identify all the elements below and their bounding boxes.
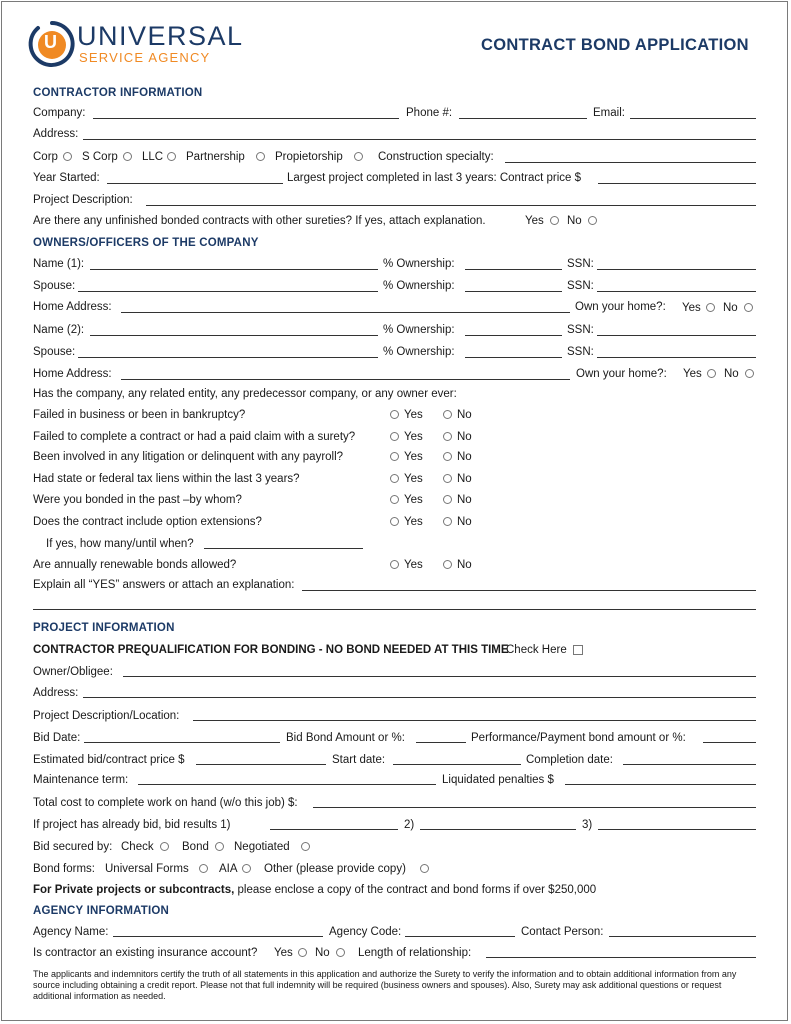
partnership-label: Partnership xyxy=(186,151,245,163)
maintenance-term-field[interactable] xyxy=(138,784,436,785)
unfinished-no-label: No xyxy=(567,215,582,227)
tax-liens-no-label: No xyxy=(457,473,472,485)
section-heading-agency: AGENCY INFORMATION xyxy=(33,905,170,917)
email-field[interactable] xyxy=(630,118,756,119)
completion-date-field[interactable] xyxy=(623,764,756,765)
question-bonded-past: Were you bonded in the past –by whom? xyxy=(33,494,242,506)
history-intro: Has the company, any related entity, any predecessor company, or any owner ever: xyxy=(33,388,457,400)
proprietorship-radio[interactable] xyxy=(354,152,363,161)
corp-radio[interactable] xyxy=(63,152,72,161)
project-location-field[interactable] xyxy=(193,720,756,721)
section-heading-project: PROJECT INFORMATION xyxy=(33,622,175,634)
option-extensions-yes-label: Yes xyxy=(404,516,423,528)
email-label: Email: xyxy=(593,107,625,119)
bid-date-field[interactable] xyxy=(84,742,280,743)
total-cost-field[interactable] xyxy=(313,807,756,808)
bonded-past-yes-label: Yes xyxy=(404,494,423,506)
spouse2-ssn-label: SSN: xyxy=(567,346,594,358)
bankruptcy-yes-label: Yes xyxy=(404,409,423,421)
explain-label: Explain all “YES” answers or attach an explanation: xyxy=(33,579,295,591)
tax-liens-yes-radio[interactable] xyxy=(390,474,399,483)
year-started-label: Year Started: xyxy=(33,172,100,184)
spouse1-label: Spouse: xyxy=(33,280,76,292)
scorp-radio[interactable] xyxy=(123,152,132,161)
project-description-label: Project Description: xyxy=(33,194,133,206)
private-projects-rest: please enclose a copy of the contract and bond forms if over $250,000 xyxy=(234,884,597,896)
largest-project-field[interactable] xyxy=(598,183,756,184)
own-home1-yes-radio[interactable] xyxy=(706,303,715,312)
partnership-radio[interactable] xyxy=(256,152,265,161)
own-home2-label: Own your home?: xyxy=(576,368,667,380)
tax-liens-no-radio[interactable] xyxy=(443,474,452,483)
agency-code-label: Agency Code: xyxy=(329,926,402,938)
section-heading-owners: OWNERS/OFFICERS OF THE COMPANY xyxy=(33,237,259,249)
ssn1-field[interactable] xyxy=(597,269,756,270)
spouse1-ssn-label: SSN: xyxy=(567,280,594,292)
private-projects-bold: For Private projects or subcontracts, xyxy=(33,884,235,896)
proprietorship-label: Propietorship xyxy=(275,151,343,163)
bankruptcy-yes-radio[interactable] xyxy=(390,410,399,419)
ownership1-field[interactable] xyxy=(465,269,562,270)
project-description-field[interactable] xyxy=(146,205,756,206)
project-address-field[interactable] xyxy=(83,697,756,698)
existing-yes-label: Yes xyxy=(274,947,293,959)
name2-field[interactable] xyxy=(90,335,378,336)
unfinished-contracts-question: Are there any unfinished bonded contracts with other sureties? If yes, attach explanation. xyxy=(33,215,486,227)
form-aia-label: AIA xyxy=(219,863,238,875)
bonded-past-yes-radio[interactable] xyxy=(390,495,399,504)
secured-bond-radio[interactable] xyxy=(215,842,224,851)
perf-bond-field[interactable] xyxy=(703,742,756,743)
logo-universal: UNIVERSAL xyxy=(77,21,244,51)
bid-result-1-field[interactable] xyxy=(270,829,398,830)
form-universal-label: Universal Forms xyxy=(105,863,189,875)
bid-result-2-field[interactable] xyxy=(420,829,576,830)
contact-person-field[interactable] xyxy=(609,936,756,937)
unfinished-no-radio[interactable] xyxy=(588,216,597,225)
prequalification-checkbox[interactable] xyxy=(573,645,583,655)
total-cost-label: Total cost to complete work on hand (w/o this job) $: xyxy=(33,797,298,809)
form-other-radio[interactable] xyxy=(420,864,429,873)
prequalification-label: CONTRACTOR PREQUALIFICATION FOR BONDING - NO BOND NEEDED AT THIS TIME xyxy=(33,644,509,656)
largest-project-label: Largest project completed in last 3 years: Contract price $ xyxy=(287,172,582,184)
project-address-label: Address: xyxy=(33,687,79,699)
home-address2-field[interactable] xyxy=(121,379,570,380)
ssn1-label: SSN: xyxy=(567,258,594,270)
bid-result-3-field[interactable] xyxy=(598,829,756,830)
own-home1-label: Own your home?: xyxy=(575,301,666,313)
agency-name-field[interactable] xyxy=(113,936,323,937)
relationship-length-label: Length of relationship: xyxy=(358,947,472,959)
form-aia-radio[interactable] xyxy=(242,864,251,873)
secured-negotiated-label: Negotiated xyxy=(234,841,290,853)
own-home1-no-label: No xyxy=(723,302,738,314)
surety-claim-no-radio[interactable] xyxy=(443,432,452,441)
spouse2-ssn-field[interactable] xyxy=(597,357,756,358)
question-bankruptcy: Failed in business or been in bankruptcy? xyxy=(33,409,246,421)
liquidated-penalties-field[interactable] xyxy=(565,784,756,785)
spouse1-ownership-field[interactable] xyxy=(465,291,562,292)
private-projects-note xyxy=(33,883,596,897)
renewable-yes-label: Yes xyxy=(404,559,423,571)
option-extensions-yes-radio[interactable] xyxy=(390,517,399,526)
completion-date-label: Completion date: xyxy=(526,754,613,766)
option-extensions-no-label: No xyxy=(457,516,472,528)
existing-account-question: Is contractor an existing insurance account? xyxy=(33,947,258,959)
estimated-price-label: Estimated bid/contract price $ xyxy=(33,754,185,766)
surety-claim-yes-label: Yes xyxy=(404,431,423,443)
ssn2-field[interactable] xyxy=(597,335,756,336)
secured-check-label: Check xyxy=(121,841,154,853)
bond-forms-label: Bond forms: xyxy=(33,863,95,875)
own-home2-no-radio[interactable] xyxy=(745,369,754,378)
spouse1-field[interactable] xyxy=(78,291,378,292)
question-litigation: Been involved in any litigation or delinquent with any payroll? xyxy=(33,451,344,463)
agency-code-field[interactable] xyxy=(405,936,515,937)
surety-claim-yes-radio[interactable] xyxy=(390,432,399,441)
litigation-yes-label: Yes xyxy=(404,451,423,463)
unfinished-yes-radio[interactable] xyxy=(550,216,559,225)
question-renewable-bonds: Are annually renewable bonds allowed? xyxy=(33,559,237,571)
own-home2-no-label: No xyxy=(724,368,739,380)
own-home2-yes-label: Yes xyxy=(683,368,702,380)
if-yes-label: If yes, how many/until when? xyxy=(46,538,194,550)
liquidated-penalties-label: Liquidated penalties $ xyxy=(442,774,554,786)
bid-secured-label: Bid secured by: xyxy=(33,841,113,853)
logo-letter: U xyxy=(44,32,57,52)
home-address1-field[interactable] xyxy=(121,312,570,313)
renewable-yes-radio[interactable] xyxy=(390,560,399,569)
explain-field-continued[interactable] xyxy=(33,609,756,610)
if-yes-field[interactable] xyxy=(204,548,363,549)
logo-service-agency: SERVICE AGENCY xyxy=(79,50,211,65)
start-date-field[interactable] xyxy=(393,764,521,765)
spouse2-field[interactable] xyxy=(78,357,378,358)
existing-yes-radio[interactable] xyxy=(298,948,307,957)
bid-date-label: Bid Date: xyxy=(33,732,81,744)
construction-specialty-field[interactable] xyxy=(505,162,756,163)
renewable-no-label: No xyxy=(457,559,472,571)
project-location-label: Project Description/Location: xyxy=(33,710,180,722)
spouse1-ownership-label: % Ownership: xyxy=(383,280,455,292)
ownership1-label: % Ownership: xyxy=(383,258,455,270)
form-universal-radio[interactable] xyxy=(199,864,208,873)
option-extensions-no-radio[interactable] xyxy=(443,517,452,526)
litigation-no-radio[interactable] xyxy=(443,452,452,461)
explain-field[interactable] xyxy=(302,590,756,591)
question-surety-claim: Failed to complete a contract or had a paid claim with a surety? xyxy=(33,431,356,443)
address-field[interactable] xyxy=(83,139,756,140)
name1-label: Name (1): xyxy=(33,258,85,270)
own-home2-yes-radio[interactable] xyxy=(707,369,716,378)
name1-field[interactable] xyxy=(90,269,378,270)
certification-footer: The applicants and indemnitors certify the truth of all statements in this application and authorize the Surety to verify the information and to obtain additional information from any source including obtaining a credit report. Please not that full indemnity will be required (business owners and spouses). Also, Surety may ask additional questions or request additional information as needed. xyxy=(33,969,737,1001)
company-label: Company: xyxy=(33,107,86,119)
form-other-label: Other (please provide copy) xyxy=(264,863,406,875)
own-home1-no-radio[interactable] xyxy=(744,303,753,312)
corp-label: Corp xyxy=(33,151,58,163)
bid-result-2-label: 2) xyxy=(404,819,415,831)
secured-bond-label: Bond xyxy=(182,841,209,853)
document-title: CONTRACT BOND APPLICATION xyxy=(481,36,749,54)
spouse2-ownership-label: % Ownership: xyxy=(383,346,455,358)
llc-label: LLC xyxy=(142,151,164,163)
secured-check-radio[interactable] xyxy=(160,842,169,851)
bid-result-3-label: 3) xyxy=(582,819,593,831)
litigation-yes-radio[interactable] xyxy=(390,452,399,461)
existing-no-radio[interactable] xyxy=(336,948,345,957)
bankruptcy-no-radio[interactable] xyxy=(443,410,452,419)
spouse1-ssn-field[interactable] xyxy=(597,291,756,292)
scorp-label: S Corp xyxy=(82,151,118,163)
company-field[interactable] xyxy=(93,118,399,119)
home-address2-label: Home Address: xyxy=(33,368,112,380)
construction-specialty-label: Construction specialty: xyxy=(378,151,494,163)
owner-obligee-label: Owner/Obligee: xyxy=(33,666,113,678)
contact-person-label: Contact Person: xyxy=(521,926,604,938)
tax-liens-yes-label: Yes xyxy=(404,473,423,485)
name2-label: Name (2): xyxy=(33,324,85,336)
check-here-label: Check Here xyxy=(506,644,567,656)
estimated-price-field[interactable] xyxy=(196,764,326,765)
agency-name-label: Agency Name: xyxy=(33,926,109,938)
section-heading-contractor: CONTRACTOR INFORMATION xyxy=(33,87,203,99)
question-option-extensions: Does the contract include option extensions? xyxy=(33,516,262,528)
spouse2-label: Spouse: xyxy=(33,346,76,358)
renewable-no-radio[interactable] xyxy=(443,560,452,569)
start-date-label: Start date: xyxy=(332,754,386,766)
bankruptcy-no-label: No xyxy=(457,409,472,421)
ssn2-label: SSN: xyxy=(567,324,594,336)
existing-no-label: No xyxy=(315,947,330,959)
bonded-past-no-label: No xyxy=(457,494,472,506)
perf-bond-label: Performance/Payment bond amount or %: xyxy=(471,732,686,744)
home-address1-label: Home Address: xyxy=(33,301,112,313)
address-label: Address: xyxy=(33,128,79,140)
bid-bond-field[interactable] xyxy=(416,742,466,743)
spouse2-ownership-field[interactable] xyxy=(465,357,562,358)
bid-bond-label: Bid Bond Amount or %: xyxy=(286,732,405,744)
ownership2-label: % Ownership: xyxy=(383,324,455,336)
relationship-length-field[interactable] xyxy=(486,957,756,958)
bid-results-label: If project has already bid, bid results 1) xyxy=(33,819,231,831)
owner-obligee-field[interactable] xyxy=(123,676,756,677)
llc-radio[interactable] xyxy=(167,152,176,161)
phone-label: Phone #: xyxy=(406,107,453,119)
unfinished-yes-label: Yes xyxy=(525,215,544,227)
secured-negotiated-radio[interactable] xyxy=(301,842,310,851)
ownership2-field[interactable] xyxy=(465,335,562,336)
phone-field[interactable] xyxy=(459,118,587,119)
year-started-field[interactable] xyxy=(107,183,283,184)
question-tax-liens: Had state or federal tax liens within the last 3 years? xyxy=(33,473,300,485)
litigation-no-label: No xyxy=(457,451,472,463)
surety-claim-no-label: No xyxy=(457,431,472,443)
bonded-past-no-radio[interactable] xyxy=(443,495,452,504)
maintenance-term-label: Maintenance term: xyxy=(33,774,129,786)
own-home1-yes-label: Yes xyxy=(682,302,701,314)
